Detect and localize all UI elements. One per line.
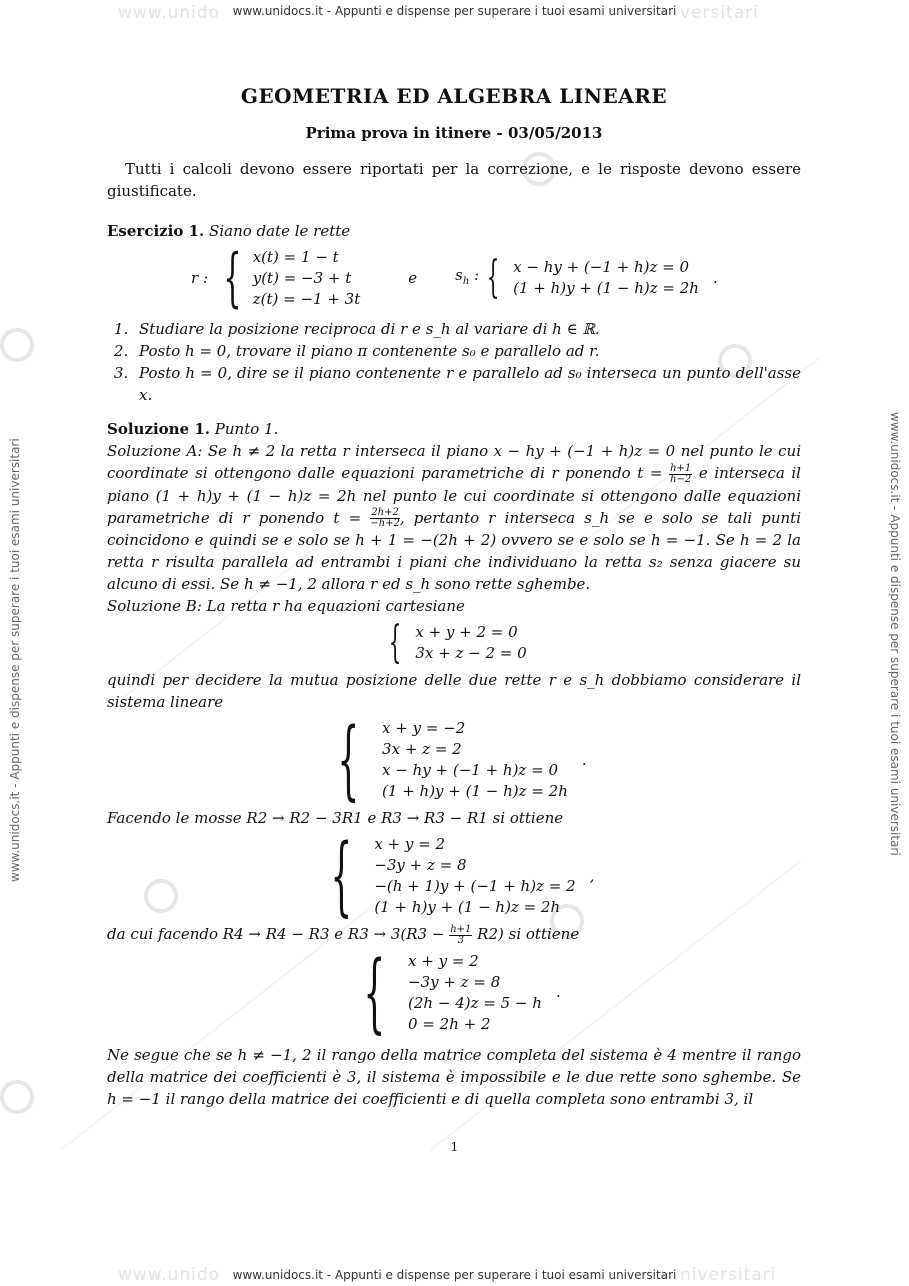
exercise-label: Esercizio 1. (107, 222, 205, 240)
fraction-denominator: h−2 (670, 473, 692, 485)
intro-paragraph: Tutti i calcoli devono essere riportati per la correzione, e le risposte devono essere giustificate. (107, 160, 801, 200)
system-end: . (581, 750, 587, 769)
moves-1-text: Facendo le mosse R2 → R2 − 3R1 e R3 → R3 − R1 si ottiene (107, 809, 564, 827)
system-equation: −3y + z = 8 (374, 856, 467, 874)
solution-a-text: e interseca il piano (1 + h)y + (1 − h)z = 2h nel punto le cui coordinate si ottengono dalle equazioni parametriche di r ponendo t = (107, 464, 801, 527)
system-equation: −(h + 1)y + (−1 + h)z = 2 (374, 877, 576, 895)
brace-icon: { (486, 252, 500, 303)
watermark-logo-icon (0, 1080, 34, 1114)
system-2-equations (374, 834, 575, 918)
linear-system-2 (107, 826, 801, 926)
system-equation: (1 + h)y + (1 − h)z = 2h (374, 898, 561, 916)
brace-icon: { (337, 710, 360, 810)
r-equation: z(t) = −1 + 3t (252, 289, 361, 308)
ghost-watermark-top-left: www.unido (118, 3, 221, 23)
question-item: 1. Studiare la posizione reciproca di r e s_h al variare di h ∈ ℝ. (133, 318, 801, 340)
conjunction: e (408, 268, 418, 287)
ghost-watermark-bottom-left: www.unido (118, 1265, 221, 1285)
system-equation: 3x + z = 2 (382, 740, 462, 758)
cartesian-equation: x + y + 2 = 0 (415, 623, 518, 641)
document-title: GEOMETRIA ED ALGEBRA LINEARE (240, 84, 668, 108)
system-3-equations (408, 951, 542, 1035)
system-equation: (1 + h)y + (1 − h)z = 2h (382, 782, 568, 800)
watermark-left-side: www.unidocs.it - Appunti e dispense per superare i tuoi esami universitari (8, 438, 22, 882)
question-list (107, 318, 801, 406)
fraction (370, 508, 400, 529)
s-letter: s (455, 265, 463, 284)
r-label: r : (191, 268, 208, 287)
fraction-numerator: h+1 (450, 923, 472, 935)
cartesian-system (107, 617, 801, 668)
lines-definition (191, 241, 801, 315)
system-equation: 0 = 2h + 2 (408, 1014, 491, 1033)
cartesian-equation: 3x + z − 2 = 0 (415, 644, 527, 662)
document-subtitle: Prima prova in itinere - 03/05/2013 (305, 124, 603, 142)
question-item: 2. Posto h = 0, trovare il piano π contenente s₀ e parallelo ad r. (133, 340, 801, 362)
s-end: . (712, 268, 718, 287)
linear-system-3 (107, 942, 801, 1043)
r-equations (253, 247, 361, 310)
watermark-right-side: www.unidocs.it - Appunti e dispense per superare i tuoi esami universitari (888, 412, 902, 856)
solution-b-intro: Soluzione B: La retta r ha equazioni cartesiane (107, 597, 465, 615)
fraction (449, 925, 472, 946)
solution-a-text: Soluzione A: Se h ≠ 2 la retta r interseca il piano x − hy + (−1 + h)z = 0 nel punto le cui coordinate si ottengono dalle equazioni parametriche di r ponendo t = (107, 442, 801, 482)
document-body (107, 84, 801, 1110)
fraction-denominator: −h+2 (370, 518, 400, 529)
s-subscript: h (462, 275, 470, 287)
fraction-numerator: 2h+2 (371, 507, 399, 518)
exercise-text: Siano date le rette (209, 222, 351, 240)
solution-a-paragraph (107, 440, 801, 595)
system-end: . (555, 983, 561, 1001)
s-equation: x − hy + (−1 + h)z = 0 (513, 258, 690, 276)
brace-icon: { (223, 241, 242, 315)
system-equation: x + y = −2 (382, 719, 466, 737)
cartesian-equations (415, 622, 526, 664)
r-equation: x(t) = 1 − t (252, 247, 339, 266)
ghost-watermark-top-right: versitari (680, 3, 759, 23)
watermark-bottom: www.unidocs.it - Appunti e dispense per superare i tuoi esami universitari (232, 1268, 677, 1282)
ghost-watermark-bottom-right: niversitari (680, 1265, 777, 1285)
watermark-logo-icon (0, 328, 34, 362)
conclusion-paragraph: Ne segue che se h ≠ −1, 2 il rango della matrice completa del sistema è 4 mentre il rango della matrice dei coefficienti è 3, il sistema è impossibile e le due rette sono sghembe. Se h = −1 il rango della matrice dei coefficienti e di quella completa sono entrambi 3, il (107, 1045, 801, 1108)
exercise-heading (107, 220, 801, 242)
fraction (669, 464, 692, 485)
fraction-numerator: h+1 (670, 462, 692, 474)
system-end: , (589, 866, 595, 885)
system-1-equations (382, 718, 568, 802)
moves-2-part: R2) si ottiene (477, 925, 580, 943)
system-equation: x + y = 2 (374, 835, 445, 853)
fraction-denominator: 3 (457, 934, 464, 946)
system-equation: x − hy + (−1 + h)z = 0 (382, 761, 558, 779)
linear-system-1 (107, 710, 801, 810)
s-equations (513, 257, 699, 299)
moves-2-text (107, 923, 801, 946)
s-colon: : (469, 265, 480, 284)
s-equation: (1 + h)y + (1 − h)z = 2h (513, 279, 699, 297)
brace-icon: { (389, 617, 402, 668)
solution-b-text: quindi per decidere la mutua posizione delle due rette r e s_h dobbiamo considerare il sistema lineare (107, 671, 801, 711)
system-equation: x + y = 2 (408, 951, 479, 970)
brace-icon: { (330, 826, 352, 926)
solution-a-text: , pertanto r interseca s_h se e solo se tali punti coincidono e quindi se e solo se h + 1 = −(2h + 2) ovvero se e solo se h = −1. Se h = 2 la retta r risulta parallela ad entrambi i piani che individuano la retta s₂ senza giacere su alcuno di essi. Se h ≠ −1, 2 allora r ed s_h sono rette sghembe. (107, 508, 801, 593)
page-number: 1 (450, 1140, 459, 1154)
moves-2-part: da cui facendo R4 → R4 − R3 e R3 → 3(R3 − (107, 925, 445, 943)
brace-icon: { (363, 942, 386, 1043)
system-equation: −3y + z = 8 (408, 972, 501, 991)
question-item: 3. Posto h = 0, dire se il piano contenente r e parallelo ad s₀ interseca un punto dell'asse x. (133, 362, 801, 406)
watermark-top: www.unidocs.it - Appunti e dispense per superare i tuoi esami universitari (232, 4, 677, 18)
solution-point: Punto 1. (214, 420, 279, 438)
system-equation: (2h − 4)z = 5 − h (408, 993, 542, 1012)
r-equation: y(t) = −3 + t (252, 268, 352, 287)
s-label (455, 265, 479, 292)
solution-heading (107, 418, 801, 440)
solution-label: Soluzione 1. (107, 420, 210, 438)
